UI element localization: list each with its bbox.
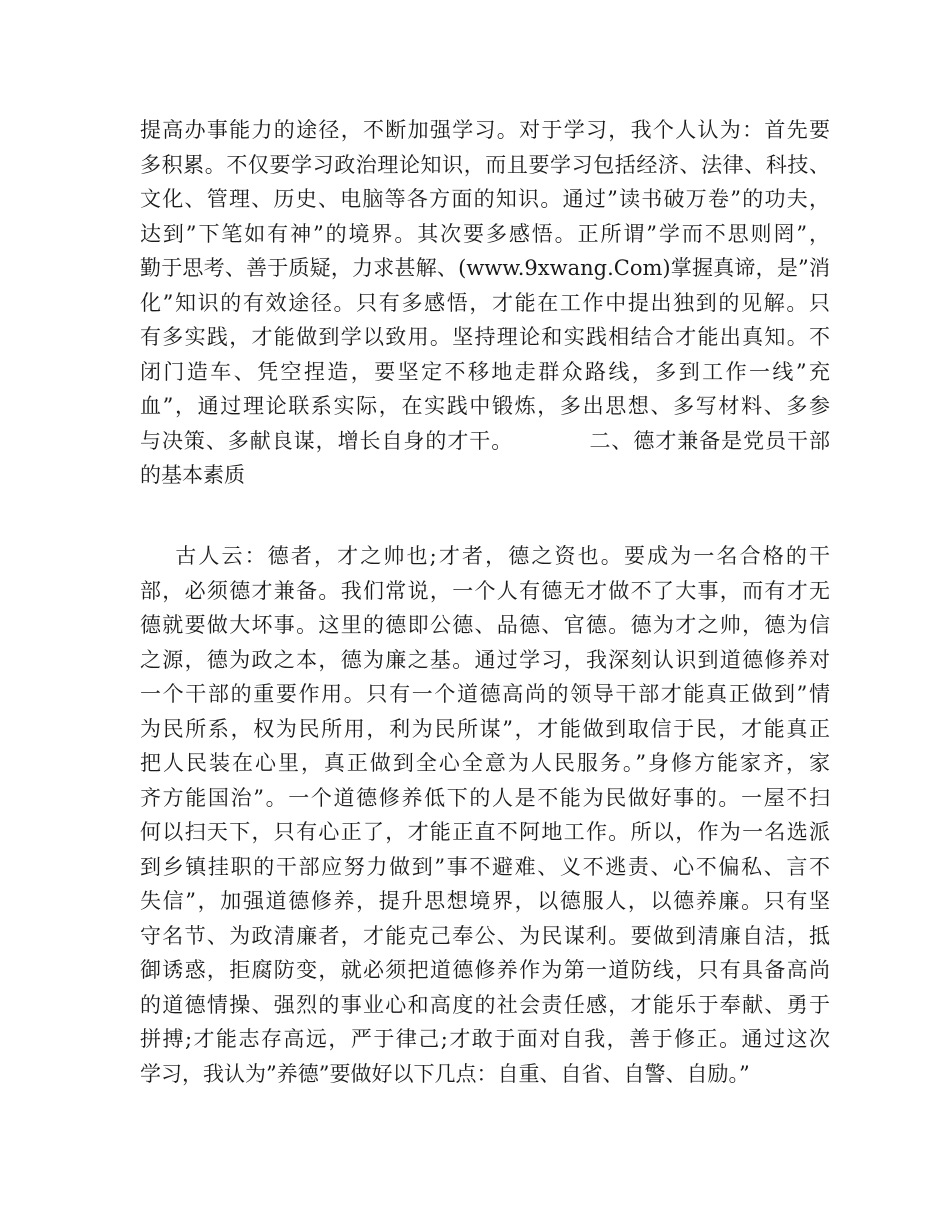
text-line: 提高办事能力的途径，不断加强学习。对于学习，我个人认为：首先要: [140, 118, 830, 142]
text-line: 血”，通过理论联系实际，在实践中锻炼，多出思想、多写材料、多参: [140, 394, 830, 418]
text-line: 御诱惑，拒腐防变，就必须把道德修养作为第一道防线，只有具备高尚: [140, 958, 830, 982]
text-line: 学习，我认为”养德”要做好以下几点：自重、自省、自警、自励。”: [140, 1061, 750, 1086]
text-line: 之源，德为政之本，德为廉之基。通过学习，我深刻认识到道德修养对: [140, 647, 830, 672]
text-line: 何以扫天下，只有心正了，才能正直不阿地工作。所以，作为一名选派: [140, 820, 830, 844]
text-line: 勤于思考、善于质疑，力求甚解、(www.9xwang.Com)掌握真谛，是”消: [140, 256, 830, 280]
text-line: 达到”下笔如有神”的境界。其次要多感悟。正所谓”学而不思则罔”，: [140, 221, 830, 246]
paragraph-2: [140, 539, 830, 1091]
text-line: 文化、管理、历史、电脑等各方面的知识。通过”读书破万卷”的功夫，: [140, 187, 830, 211]
paragraph-1: [140, 113, 830, 493]
text-line: 失信”，加强道德修养，提升思想境界，以德服人，以德养廉。只有坚: [140, 889, 830, 913]
text-line: 的基本素质: [140, 463, 245, 487]
text-line: 多积累。不仅要学习政治理论知识，而且要学习包括经济、法律、科技、: [140, 152, 830, 177]
text-line: 的道德情操、强烈的事业心和高度的社会责任感，才能乐于奉献、勇于: [140, 992, 830, 1017]
text-line: 德就要做大坏事。这里的德即公德、品德、官德。德为才之帅，德为信: [140, 613, 830, 637]
text-line: 为民所系，权为民所用，利为民所谋”，才能做到取信于民，才能真正: [140, 716, 830, 741]
text-line: 闭门造车、凭空捏造，要坚定不移地走群众路线，多到工作一线”充: [140, 359, 830, 384]
text-line: 一个干部的重要作用。只有一个道德高尚的领导干部才能真正做到”情: [140, 682, 830, 706]
text-line: 化”知识的有效途径。只有多感悟，才能在工作中提出独到的见解。只: [140, 290, 830, 315]
text-line: 部，必须德才兼备。我们常说，一个人有德无才做不了大事，而有才无: [140, 578, 830, 603]
text-line: 齐方能国治”。一个道德修养低下的人是不能为民做好事的。一屋不扫: [140, 785, 830, 810]
text-line: 拼搏;才能志存高远，严于律己;才敢于面对自我，善于修正。通过这次: [140, 1027, 830, 1051]
text-line: 与决策、多献良谋，增长自身的才干。 二、德才兼备是党员干部: [140, 428, 830, 453]
text-line: 守名节、为政清廉者，才能克己奉公、为民谋利。要做到清廉自洁，抵: [140, 923, 830, 948]
text-line: 有多实践，才能做到学以致用。坚持理论和实践相结合才能出真知。不: [140, 325, 830, 349]
text-line: 古人云：德者，才之帅也;才者，德之资也。要成为一名合格的干: [140, 544, 830, 568]
text-line: 把人民装在心里，真正做到全心全意为人民服务。”身修方能家齐，家: [140, 751, 830, 775]
text-line: 到乡镇挂职的干部应努力做到”事不避难、义不逃责、心不偏私、言不: [140, 854, 830, 879]
